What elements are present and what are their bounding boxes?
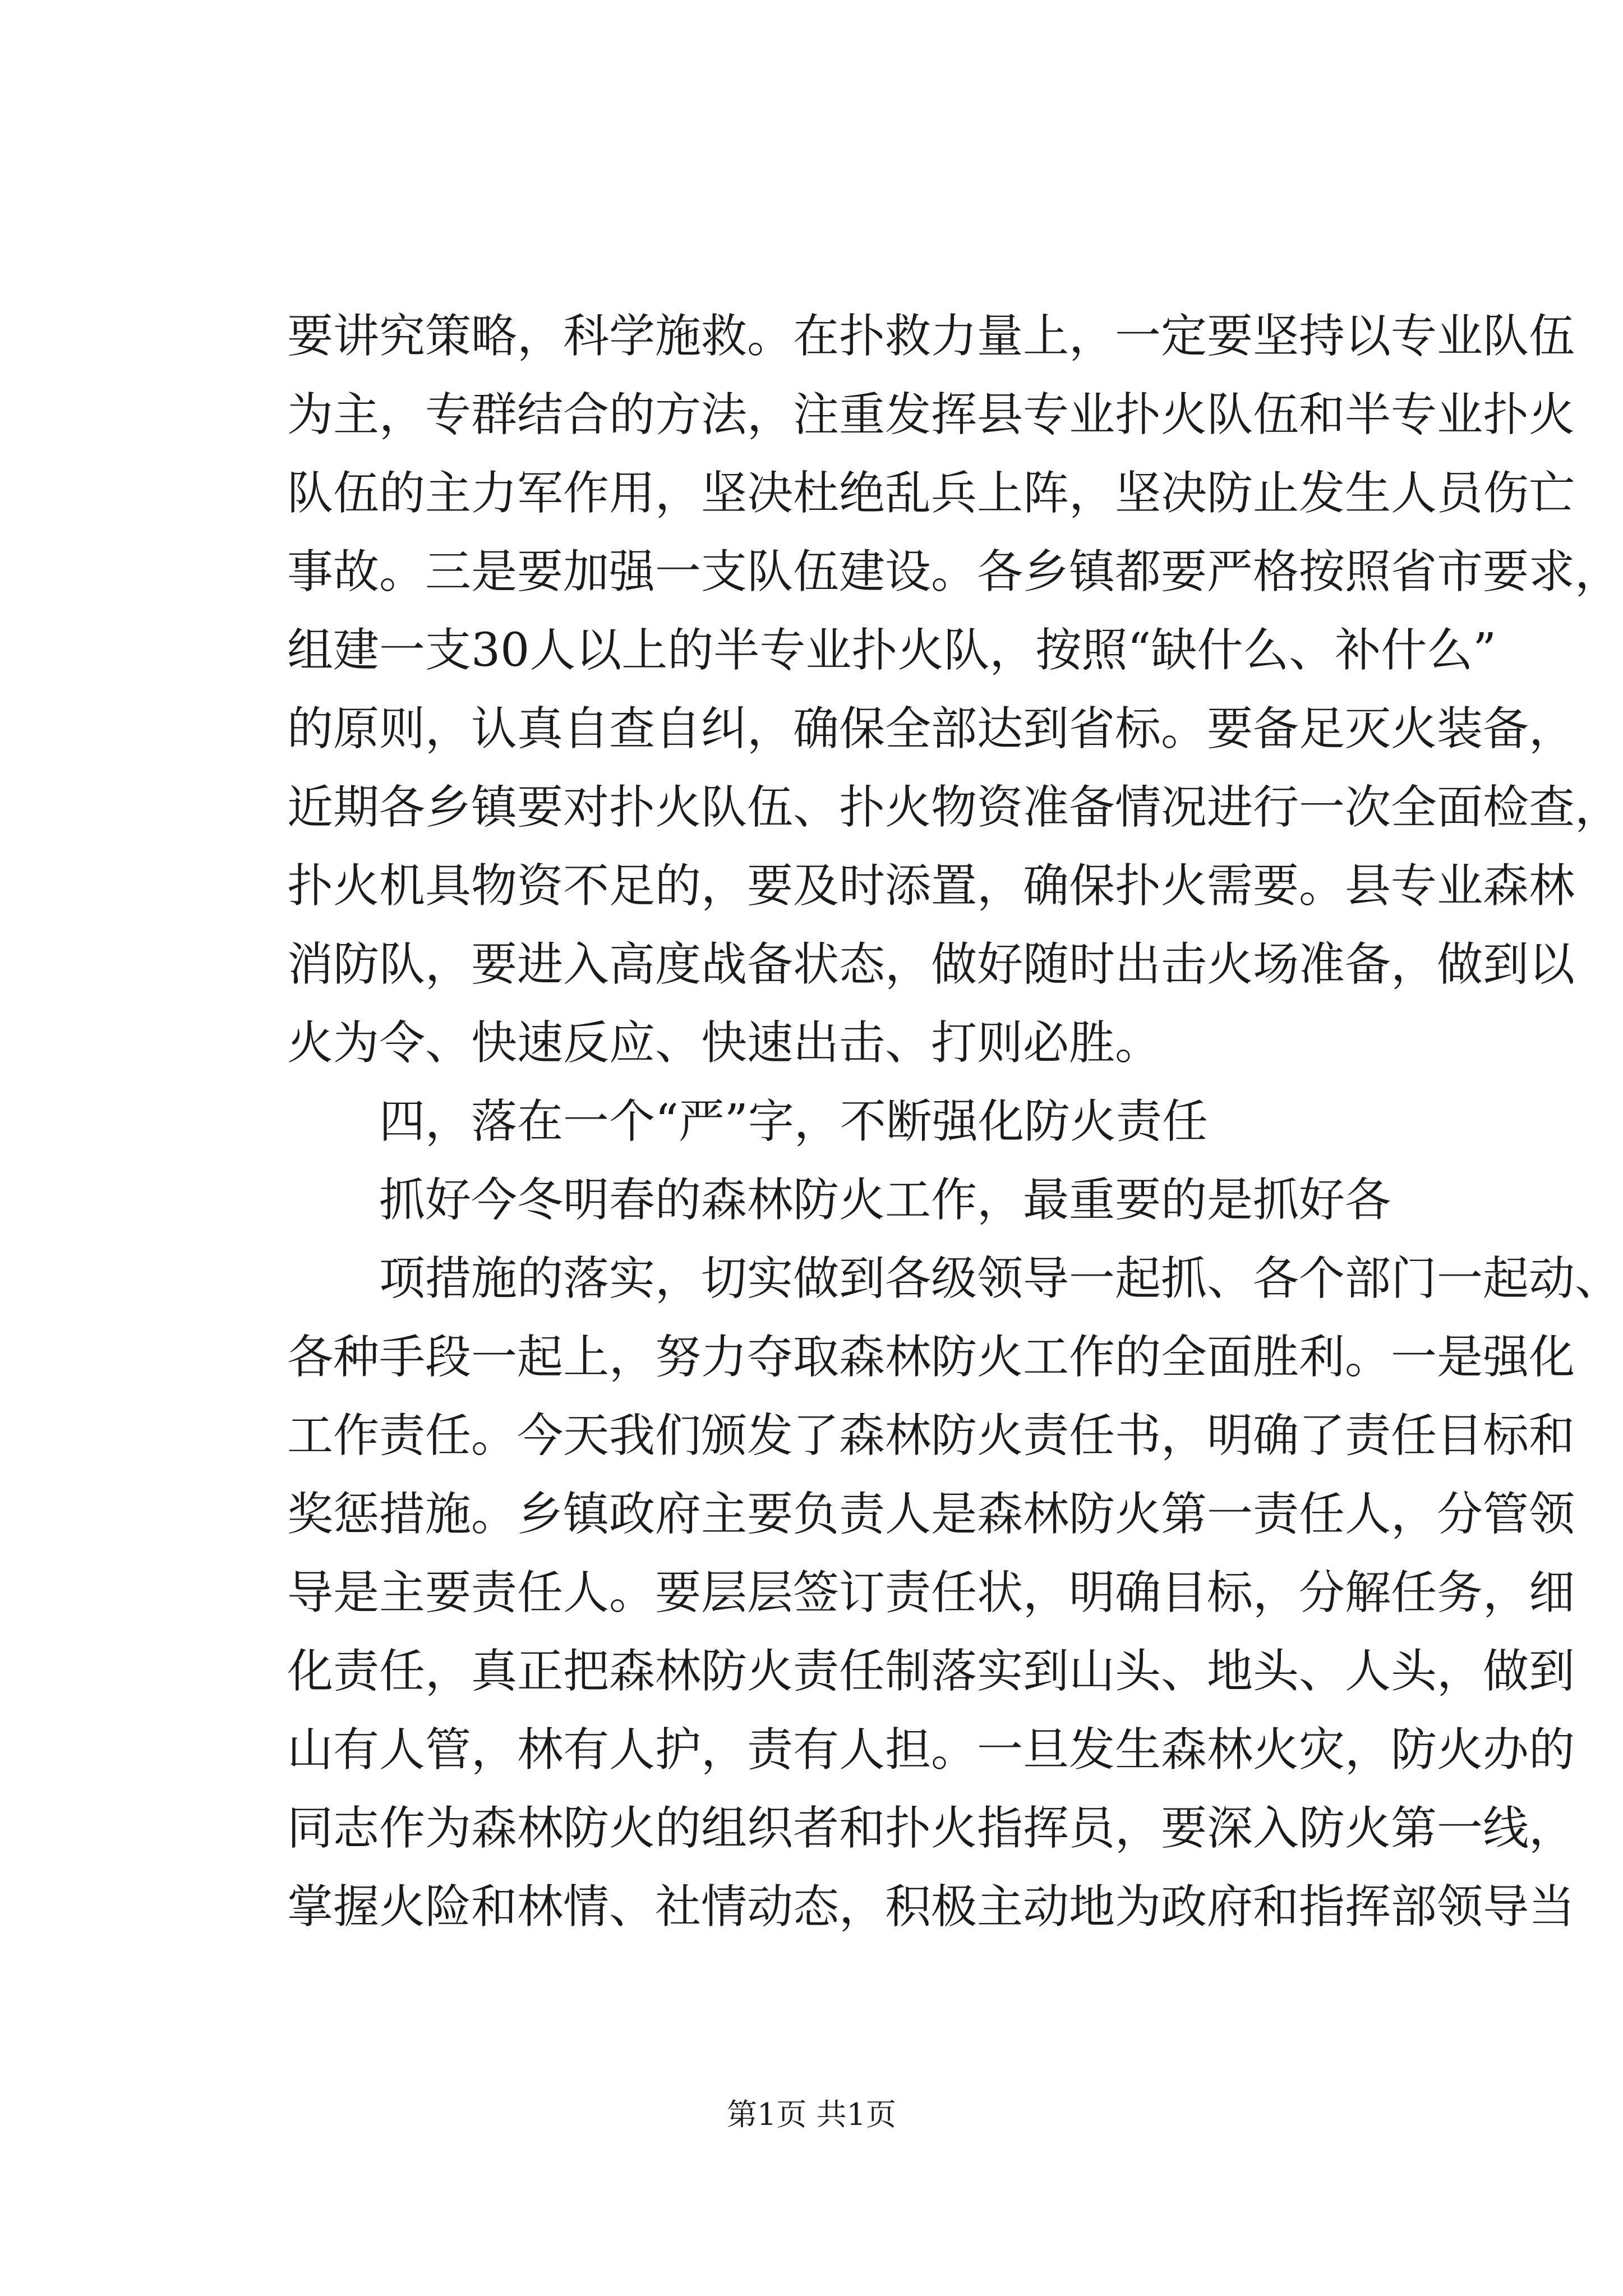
text-line: 掌握火险和林情、社情动态，积极主动地为政府和指挥部领导当 [287,1880,1575,1934]
text-line: 山有人管，林有人护，责有人担。一旦发生森林火灾，防火办的 [287,1723,1575,1777]
text-line: 消防队，要进入高度战备状态，做好随时出击火场准备，做到以 [287,938,1575,991]
page-footer [0,2092,1623,2137]
text-line: 抓好今冬明春的森林防火工作，最重要的是抓好各 [379,1174,1391,1227]
text-line: 要讲究策略，科学施救。在扑救力量上，一定要坚持以专业队伍 [287,310,1575,363]
text-line: 奖惩措施。乡镇政府主要负责人是森林防火第一责任人，分管领 [287,1488,1575,1541]
page-number-label: 第1页 共1页 [727,2097,896,2132]
text-line: 导是主要责任人。要层层签订责任状，明确目标，分解任务，细 [287,1566,1575,1619]
section-heading: 四，落在一个“严”字，不断强化防火责任 [379,1095,1208,1148]
text-line: 为主，专群结合的方法，注重发挥县专业扑火队伍和半专业扑火 [287,388,1575,441]
text-line: 化责任，真正把森林防火责任制落实到山头、地头、人头，做到 [287,1645,1575,1698]
text-line: 扑火机具物资不足的，要及时添置，确保扑火需要。县专业森林 [287,859,1575,913]
text-line: 的原则，认真自查自纠，确保全部达到省标。要备足灭火装备， [287,702,1575,756]
text-line: 近期各乡镇要对扑火队伍、扑火物资准备情况进行一次全面检查， [287,781,1621,834]
text-line: 火为令、快速反应、快速出击、打则必胜。 [287,1016,1161,1070]
text-line: 同志作为森林防火的组织者和扑火指挥员，要深入防火第一线， [287,1802,1575,1855]
text-line: 组建一支30人以上的半专业扑火队，按照“缺什么、补什么” [287,624,1497,677]
text-line: 项措施的落实，切实做到各级领导一起抓、各个部门一起动、 [379,1252,1621,1305]
text-line: 工作责任。今天我们颁发了森林防火责任书，明确了责任目标和 [287,1409,1575,1462]
text-line: 事故。三是要加强一支队伍建设。各乡镇都要严格按照省市要求， [287,545,1621,599]
text-line: 队伍的主力军作用，坚决杜绝乱兵上阵，坚决防止发生人员伤亡 [287,467,1575,520]
text-line: 各种手段一起上，努力夺取森林防火工作的全面胜利。一是强化 [287,1331,1575,1384]
